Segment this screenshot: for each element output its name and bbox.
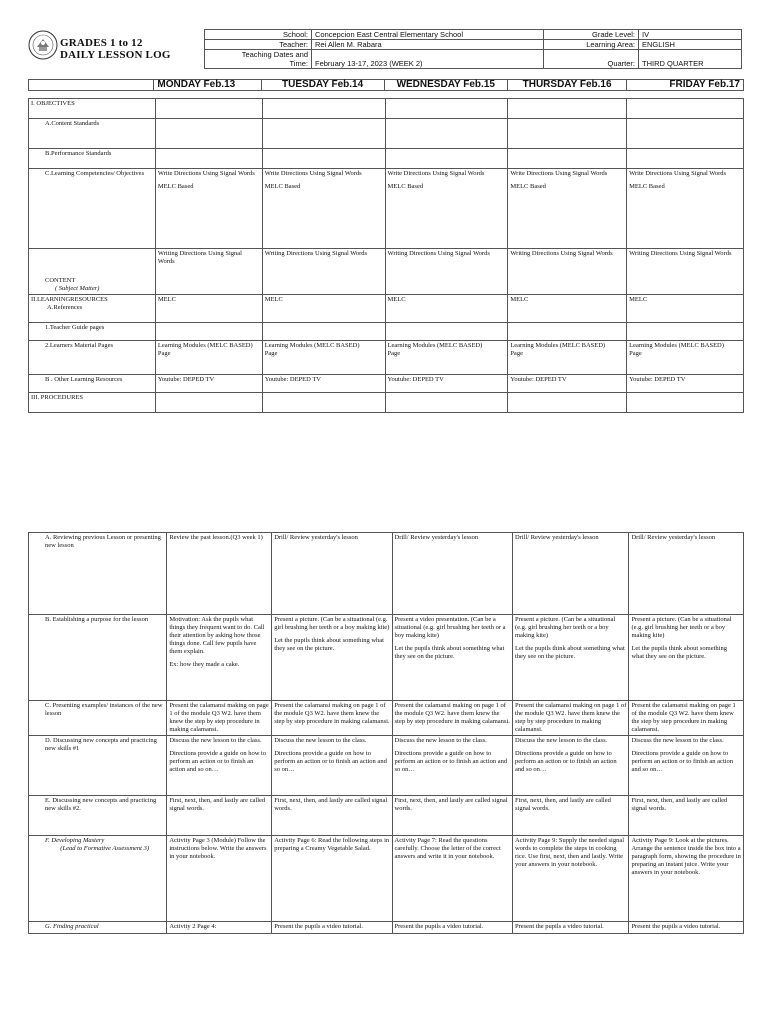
content-title: CONTENT bbox=[45, 277, 76, 284]
objectives-table bbox=[28, 98, 744, 413]
modules-thu bbox=[508, 341, 627, 375]
title-line-2: DAILY LESSON LOG bbox=[60, 49, 171, 61]
proc-c-mon: Present the calamansi making on page 1 of the module Q3 W2. have them knew the step by step procedure in making calamansi. bbox=[167, 701, 272, 736]
references-label: A.References bbox=[47, 304, 83, 311]
cell bbox=[262, 149, 385, 169]
content-tue: Writing Directions Using Signal Words bbox=[262, 249, 385, 295]
modules-text: Learning Modules (MELC BASED) bbox=[510, 342, 606, 349]
grade-value: IV bbox=[639, 30, 742, 40]
proc-b-mon bbox=[167, 615, 272, 701]
area-value: ENGLISH bbox=[639, 40, 742, 50]
competency-wed bbox=[385, 169, 508, 249]
proc-a-tue: Drill/ Review yesterday's lesson bbox=[272, 533, 392, 615]
competency-tue bbox=[262, 169, 385, 249]
cell bbox=[385, 149, 508, 169]
youtube-thu: Youtube: DEPED TV bbox=[508, 375, 627, 393]
resources-label bbox=[29, 295, 156, 323]
day-monday: MONDAY Feb.13 bbox=[154, 80, 261, 91]
proc-d-text-2: Directions provide a guide on how to perform an action or to finish an action and so on… bbox=[169, 750, 267, 773]
melc-based: MELC Based bbox=[510, 183, 546, 190]
cell bbox=[385, 99, 508, 119]
cell bbox=[155, 149, 262, 169]
proc-c-fri: Present the calamansi making on page 1 of the module Q3 W2. have them knew the step by step procedure in making calamansi. bbox=[629, 701, 744, 736]
melc-based: MELC Based bbox=[629, 183, 665, 190]
proc-e-thu: First, next, then, and lastly are called signal words. bbox=[512, 796, 628, 836]
proc-b-mon-2: Ex: how they made a cake. bbox=[169, 661, 240, 668]
proc-c-tue: Present the calamansi making on page 1 of the module Q3 W2. have them knew the step by step procedure in making calamansi. bbox=[272, 701, 392, 736]
school-label: School: bbox=[205, 30, 312, 40]
dates-label bbox=[205, 50, 312, 69]
cell bbox=[155, 393, 262, 413]
proc-a-wed: Drill/ Review yesterday's lesson bbox=[392, 533, 512, 615]
content-mon: Writing Directions Using Signal Words bbox=[155, 249, 262, 295]
proc-a-fri: Drill/ Review yesterday's lesson bbox=[629, 533, 744, 615]
page-text: Page bbox=[387, 350, 401, 357]
competency-text: Write Directions Using Signal Words bbox=[629, 170, 727, 177]
proc-b-tue-2: Let the pupils think about something what they see on the picture. bbox=[274, 637, 384, 652]
proc-d-text-1: Discuss the new lesson to the class. bbox=[631, 737, 724, 744]
cell bbox=[508, 149, 627, 169]
proc-a-mon: Review the past lesson.(Q3 week 1) bbox=[167, 533, 272, 615]
proc-d-tue bbox=[272, 736, 392, 796]
melc-thu: MELC bbox=[508, 295, 627, 323]
objectives-label: I. OBJECTIVES bbox=[29, 99, 156, 119]
proc-b-fri bbox=[629, 615, 744, 701]
subject-matter: ( Subject Matter) bbox=[55, 285, 100, 292]
proc-b-label: B. Establishing a purpose for the lesson bbox=[29, 615, 167, 701]
proc-f-label bbox=[29, 836, 167, 922]
melc-based: MELC Based bbox=[264, 183, 301, 190]
quarter-label: Quarter: bbox=[544, 50, 639, 69]
cell bbox=[155, 119, 262, 149]
melc-based: MELC Based bbox=[157, 183, 194, 190]
youtube-tue: Youtube: DEPED TV bbox=[262, 375, 385, 393]
proc-d-text-2: Directions provide a guide on how to perform an action or to finish an action and so on… bbox=[394, 750, 508, 773]
procedures-table bbox=[28, 532, 744, 934]
proc-d-text-1: Discuss the new lesson to the class. bbox=[394, 737, 487, 744]
teacher-label: Teacher: bbox=[205, 40, 312, 50]
melc-based: MELC Based bbox=[387, 183, 424, 190]
cell bbox=[508, 119, 627, 149]
melc-tue: MELC bbox=[262, 295, 385, 323]
cell bbox=[262, 323, 385, 341]
teacher-guide-label: 1.Teacher Guide pages bbox=[29, 323, 156, 341]
days-header-blank bbox=[29, 80, 154, 91]
proc-f-mon: Activity Page 3 (Module) Follow the instructions below. Write the answers in your notebook. bbox=[167, 836, 272, 922]
day-wednesday: WEDNESDAY Feb.15 bbox=[384, 80, 507, 91]
school-info-table bbox=[204, 29, 742, 69]
proc-f-label-1: F. Developing Mastery bbox=[45, 837, 105, 844]
proc-e-tue: First, next, then, and lastly are called signal words. bbox=[272, 796, 392, 836]
modules-text: Learning Modules (MELC BASED) bbox=[629, 342, 724, 349]
proc-b-wed-2: Let the pupils think about something what they see on the picture. bbox=[394, 645, 505, 660]
modules-tue bbox=[262, 341, 385, 375]
proc-d-text-1: Discuss the new lesson to the class. bbox=[169, 737, 262, 744]
area-label: Learning Area: bbox=[544, 40, 639, 50]
content-standards-label: A.Content Standards bbox=[29, 119, 156, 149]
proc-a-thu: Drill/ Review yesterday's lesson bbox=[512, 533, 628, 615]
cell bbox=[385, 323, 508, 341]
proc-g-mon: Activity 2 Page 4: bbox=[167, 922, 272, 934]
proc-b-thu bbox=[512, 615, 628, 701]
dates-label-2: Time: bbox=[289, 59, 308, 68]
proc-f-thu: Activity Page 9: Supply the needed signal words to complete the steps in cooking rice. Use first, next, then and lastly. Write your answers in your notebook. bbox=[512, 836, 628, 922]
proc-f-wed: Activity Page 7: Read the questions carefully. Choose the letter of the correct answers and write it in your notebook. bbox=[392, 836, 512, 922]
proc-g-wed: Present the pupils a video tutorial. bbox=[392, 922, 512, 934]
proc-b-fri-1: Present a picture. (Can be a situational (e.g. girl brushing her teeth or a boy making kite) bbox=[631, 616, 732, 639]
page-text: Page bbox=[629, 350, 642, 357]
modules-mon bbox=[155, 341, 262, 375]
content-label bbox=[29, 249, 156, 295]
proc-e-mon: First, next, then, and lastly are called signal words. bbox=[167, 796, 272, 836]
proc-c-wed: Present the calamansi making on page 1 of the module Q3 W2. have them knew the step by step procedure in making calamansi. bbox=[392, 701, 512, 736]
learner-material-label: 2.Learners Material Pages bbox=[29, 341, 156, 375]
content-thu: Writing Directions Using Signal Words bbox=[508, 249, 627, 295]
school-value: Concepcion East Central Elementary School bbox=[312, 30, 544, 40]
quarter-value: THIRD QUARTER bbox=[639, 50, 742, 69]
cell bbox=[508, 393, 627, 413]
proc-a-label: A. Reviewing previous Lesson or presenting new lesson bbox=[29, 533, 167, 615]
deped-seal-logo bbox=[28, 30, 58, 60]
cell bbox=[385, 119, 508, 149]
proc-b-wed-1: Present a video presentation. (Can be a situational (e.g. girl brushing her teeth or a boy making kite) bbox=[394, 616, 506, 639]
proc-e-fri: First, next, then, and lastly are called signal words. bbox=[629, 796, 744, 836]
proc-d-text-1: Discuss the new lesson to the class. bbox=[514, 737, 608, 744]
teacher-value: Rei Allen M. Rabara bbox=[312, 40, 544, 50]
proc-d-label: D. Discussing new concepts and practicing new skills #1 bbox=[29, 736, 167, 796]
proc-e-wed: First, next, then, and lastly are called signal words. bbox=[392, 796, 512, 836]
page-text: Page bbox=[510, 350, 523, 357]
resources-title: II.LEARNINGRESOURCES bbox=[31, 296, 108, 303]
proc-d-text-2: Directions provide a guide on how to perform an action or to finish an action and so on… bbox=[274, 750, 387, 773]
title-line-1: GRADES 1 to 12 bbox=[60, 37, 143, 49]
proc-b-tue bbox=[272, 615, 392, 701]
cell bbox=[155, 323, 262, 341]
youtube-fri: Youtube: DEPED TV bbox=[627, 375, 744, 393]
modules-fri bbox=[627, 341, 744, 375]
proc-c-thu: Present the calamansi making on page 1 of the module Q3 W2. have them knew the step by step procedure in making calamansi. bbox=[512, 701, 628, 736]
modules-text: Learning Modules (MELC BASED) bbox=[157, 342, 253, 349]
proc-f-fri: Activity Page 9: Look at the pictures. Arrange the sentence inside the box into a paragraph form, showing the procedure in preparing an instant juice. Write your answers in your notebook. bbox=[629, 836, 744, 922]
dates-value: February 13-17, 2023 (WEEK 2) bbox=[312, 50, 544, 69]
cell bbox=[627, 119, 744, 149]
cell bbox=[262, 393, 385, 413]
proc-b-wed bbox=[392, 615, 512, 701]
other-resources-label: B . Other Learning Resources bbox=[29, 375, 156, 393]
cell bbox=[262, 119, 385, 149]
cell bbox=[627, 323, 744, 341]
proc-b-thu-1: Present a picture. (Can be a situational (e.g. girl brushing her teeth or a boy making kite) bbox=[514, 616, 616, 639]
performance-standards-label: B.Performance Standards bbox=[29, 149, 156, 169]
cell bbox=[385, 393, 508, 413]
melc-mon: MELC bbox=[155, 295, 262, 323]
content-wed: Writing Directions Using Signal Words bbox=[385, 249, 508, 295]
proc-b-thu-2: Let the pupils think about something what they see on the picture. bbox=[514, 645, 625, 660]
cell bbox=[508, 323, 627, 341]
content-fri: Writing Directions Using Signal Words bbox=[627, 249, 744, 295]
proc-c-label: C. Presenting examples/ instances of the new lesson bbox=[29, 701, 167, 736]
competency-text: Write Directions Using Signal Words bbox=[157, 170, 255, 177]
proc-d-text-2: Directions provide a guide on how to perform an action or to finish an action and so on… bbox=[514, 750, 617, 773]
day-friday: FRIDAY Feb.17 bbox=[627, 80, 744, 91]
proc-d-text-2: Directions provide a guide on how to perform an action or to finish an action and so on… bbox=[631, 750, 734, 773]
competencies-label: C.Learning Competencies/ Objectives bbox=[29, 169, 156, 249]
grade-label: Grade Level: bbox=[544, 30, 639, 40]
youtube-mon: Youtube: DEPED TV bbox=[155, 375, 262, 393]
dates-label-1: Teaching Dates and bbox=[241, 50, 308, 59]
cell bbox=[627, 393, 744, 413]
proc-d-fri bbox=[629, 736, 744, 796]
cell bbox=[262, 99, 385, 119]
competency-fri bbox=[627, 169, 744, 249]
proc-d-text-1: Discuss the new lesson to the class. bbox=[274, 737, 367, 744]
cell bbox=[627, 149, 744, 169]
competency-thu bbox=[508, 169, 627, 249]
cell bbox=[627, 99, 744, 119]
competency-text: Write Directions Using Signal Words bbox=[510, 170, 608, 177]
proc-b-fri-2: Let the pupils think about something what they see on the picture. bbox=[631, 645, 727, 660]
proc-g-label: G. Finding practical bbox=[29, 922, 167, 934]
melc-fri: MELC bbox=[627, 295, 744, 323]
cell bbox=[508, 99, 627, 119]
proc-f-tue: Activity Page 6: Read the following steps in preparing a Creamy Vegetable Salad. bbox=[272, 836, 392, 922]
proc-d-mon bbox=[167, 736, 272, 796]
proc-g-fri: Present the pupils a video tutorial. bbox=[629, 922, 744, 934]
competency-mon bbox=[155, 169, 262, 249]
cell bbox=[155, 99, 262, 119]
day-tuesday: TUESDAY Feb.14 bbox=[261, 80, 384, 91]
page-text: Page bbox=[264, 350, 278, 357]
page-text: Page bbox=[157, 350, 171, 357]
modules-text: Learning Modules (MELC BASED) bbox=[387, 342, 483, 349]
day-thursday: THURSDAY Feb.16 bbox=[507, 80, 626, 91]
proc-g-thu: Present the pupils a video tutorial. bbox=[512, 922, 628, 934]
modules-wed bbox=[385, 341, 508, 375]
melc-wed: MELC bbox=[385, 295, 508, 323]
proc-b-mon-1: Motivation: Ask the pupils what things they frequent want to do. Call their attention by asking how those things done. Call few pupils have them explain. bbox=[169, 616, 265, 655]
proc-f-label-2: (Lead to Formative Assessment 3) bbox=[60, 845, 149, 852]
youtube-wed: Youtube: DEPED TV bbox=[385, 375, 508, 393]
proc-d-wed bbox=[392, 736, 512, 796]
proc-d-thu bbox=[512, 736, 628, 796]
proc-b-tue-1: Present a picture. (Can be a situational (e.g. girl brushing her teeth or a boy making kite) bbox=[274, 616, 390, 631]
document-title bbox=[60, 37, 171, 61]
proc-e-label: E. Discussing new concepts and practicing new skills #2. bbox=[29, 796, 167, 836]
procedures-label: III. PROCEDURES bbox=[29, 393, 156, 413]
competency-text: Write Directions Using Signal Words bbox=[387, 170, 485, 177]
modules-text: Learning Modules (MELC BASED) bbox=[264, 342, 360, 349]
competency-text: Write Directions Using Signal Words bbox=[264, 170, 362, 177]
days-header-table bbox=[28, 79, 744, 91]
proc-g-tue: Present the pupils a video tutorial. bbox=[272, 922, 392, 934]
